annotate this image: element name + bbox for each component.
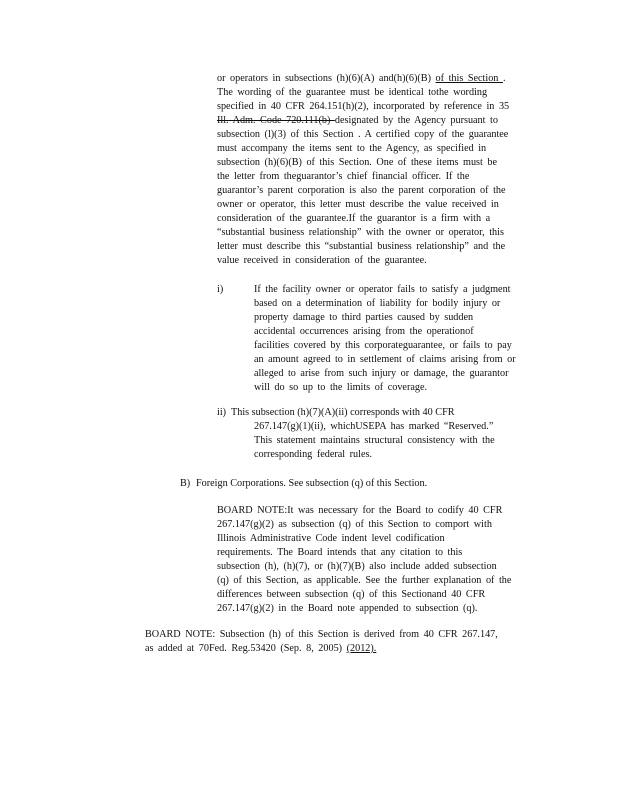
text-line: subsection (h), (h)(7), or (h)(7)(B) also include added subsection: [217, 561, 497, 572]
text-line: 267.147(g)(2) in the Board note appended to subsection (q).: [217, 603, 478, 614]
item-i-label: i): [217, 284, 224, 295]
text-line: value received in consideration of the guarantee.: [217, 255, 427, 266]
text-line: requirements. The Board intends that any citation to this: [217, 547, 463, 558]
text-line: BOARD NOTE: Subsection (h) of this Section is derived from 40 CFR 267.147,: [145, 629, 498, 640]
text-line: differences between subsection (q) of this Sectionand 40 CFR: [217, 589, 486, 600]
text-line: subsection (h)(6)(B) of this Section. One of these items must be: [217, 157, 498, 168]
inserted-text: of this Section: [435, 73, 503, 84]
text-line: Ill. Adm. Code 720.111(b) designated by the Agency pursuant to: [217, 115, 498, 126]
text-line: must accompany the items sent to the Agency, as specified in: [217, 143, 487, 154]
item-ii-first-line: This subsection (h)(7)(A)(ii) corresponds with 40 CFR: [231, 407, 455, 418]
deleted-text: Ill. Adm. Code 720.111(b): [217, 115, 335, 126]
inserted-text: (2012).: [346, 643, 377, 654]
text-line: The wording of the guarantee must be identical tothe wording: [217, 87, 488, 98]
text-line: or operators in subsections (h)(6)(A) and(h)(6)(B) of this Section .: [217, 73, 506, 84]
text-line: based on a determination of liability for bodily injury or: [254, 298, 501, 309]
text-line: facilities covered by this corporateguarantee, or fails to pay: [254, 340, 512, 351]
text-line: guarantor’s parent corporation is also the parent corporation of the: [217, 185, 506, 196]
text-line: accidental occurrences arising from the operationof: [254, 326, 474, 337]
text-line: If the facility owner or operator fails to satisfy a judgment: [254, 284, 511, 295]
item-b-label: B): [180, 478, 191, 489]
text-line: This statement maintains structural consistency with the: [254, 435, 495, 446]
item-ii-label: ii): [217, 407, 227, 418]
item-ii-text: [254, 420, 528, 462]
text-line: consideration of the guarantee.If the guarantor is a firm with a: [217, 213, 491, 224]
item-b-text: Foreign Corporations. See subsection (q) of this Section.: [196, 478, 428, 489]
text-line: property damage to third parties caused by sudden: [254, 312, 474, 323]
paragraph-guarantee-wording: [217, 72, 539, 268]
text-line: alleged to arise from such injury or damage, the guarantor: [254, 368, 509, 379]
text-line: will do so up to the limits of coverage.: [254, 382, 428, 393]
text-line: letter must describe this “substantial business relationship” and the: [217, 241, 506, 252]
text-line: specified in 40 CFR 264.151(h)(2), incorporated by reference in 35: [217, 101, 510, 112]
text-line: an amount agreed to in settlement of claims arising from or: [254, 354, 516, 365]
text-line: “substantial business relationship” with the owner or operator, this: [217, 227, 504, 238]
board-note-foreign-corporations: [217, 504, 542, 616]
text-line: as added at 70Fed. Reg.53420 (Sep. 8, 2005) (2012).: [145, 643, 377, 654]
text-line: 267.147(g)(2) as subsection (q) of this Section to comport with: [217, 519, 492, 530]
text-line: Illinois Administrative Code indent level codification: [217, 533, 445, 544]
item-i-text: [254, 283, 539, 395]
text-line: owner or operator, this letter must describe the value received in: [217, 199, 499, 210]
text-line: BOARD NOTE:It was necessary for the Board to codify 40 CFR: [217, 505, 503, 516]
text-line: 267.147(g)(1)(ii), whichUSEPA has marked “Reserved.”: [254, 421, 494, 432]
board-note-subsection-h: [145, 628, 520, 656]
text-line: the letter from theguarantor’s chief financial officer. If the: [217, 171, 470, 182]
text-line: corresponding federal rules.: [254, 449, 372, 460]
text-line: (q) of this Section, as applicable. See the further explanation of the: [217, 575, 512, 586]
text-line: subsection (l)(3) of this Section . A certified copy of the guarantee: [217, 129, 509, 140]
